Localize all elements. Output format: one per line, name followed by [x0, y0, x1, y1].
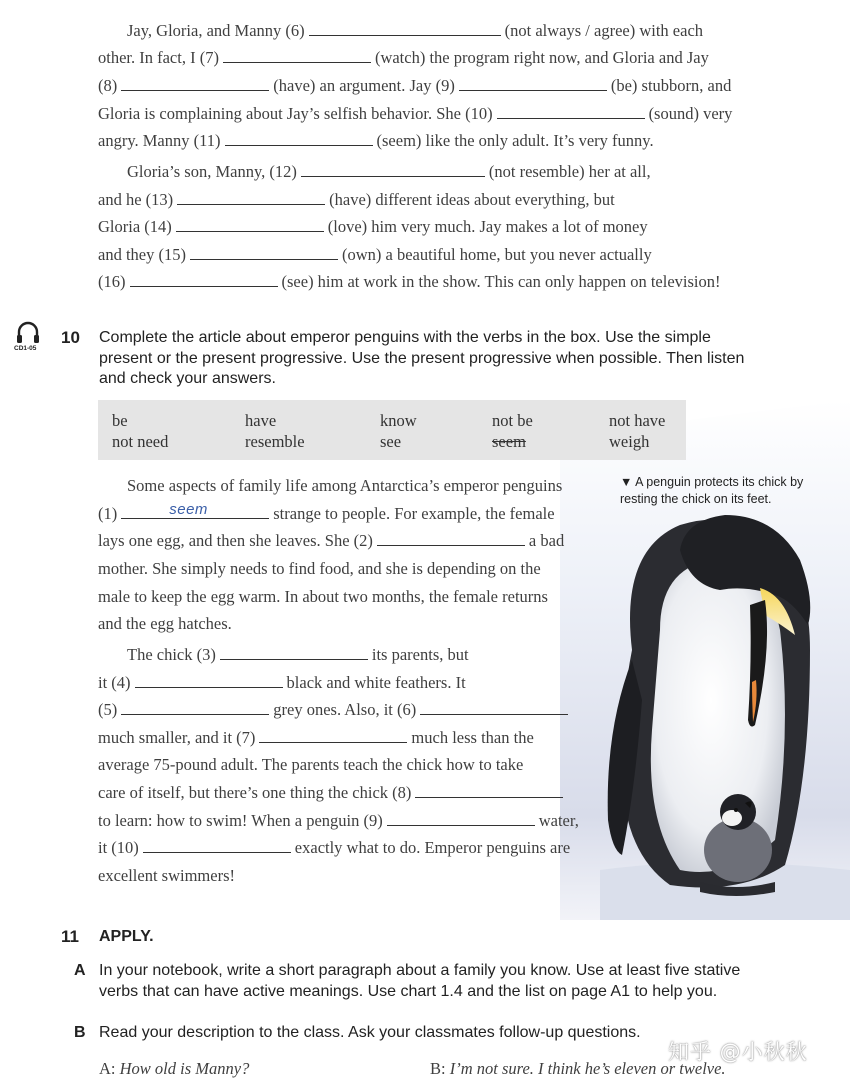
- article-line: male to keep the egg warm. In about two months, the female returns: [98, 587, 548, 606]
- ex9-line-16: (16) (see) him at work in the show. This can only happen on television!: [98, 272, 721, 291]
- article-line: average 75-pound adult. The parents teach the chick how to take: [98, 755, 524, 774]
- blank-15[interactable]: [190, 245, 338, 260]
- exercise-11-title: APPLY.: [99, 928, 154, 945]
- blank-10[interactable]: [497, 104, 645, 119]
- audio-track-label: CD1-05: [14, 345, 37, 352]
- photo-caption: ▼ A penguin protects its chick by resting the chick on its feet.: [620, 475, 804, 506]
- part-a-instructions: In your notebook, write a short paragraph about a family you know. Use at least five stative verbs that can have active meanings. Use chart 1.4 and the list on page A1 to help you.: [99, 962, 741, 1000]
- blank-6[interactable]: [309, 21, 501, 36]
- dialog-line-b: B: I’m not sure. I think he’s eleven or twelve.: [430, 1059, 726, 1078]
- blank-7[interactable]: [259, 728, 407, 743]
- word-box-item-used: seem: [492, 432, 526, 451]
- exercise-10-instructions: Complete the article about emperor penguins with the verbs in the box. Use the simple present or the present progressive. Use the present progressive when possible. Then listen and check your answers.: [99, 329, 745, 387]
- blank-10[interactable]: [143, 838, 291, 853]
- blank-1[interactable]: [121, 501, 269, 519]
- word-box-item: know: [380, 411, 417, 430]
- blank-8[interactable]: [121, 76, 269, 91]
- word-box: [98, 400, 686, 460]
- article-line: care of itself, but there’s one thing the chick (8): [98, 783, 567, 803]
- blank-3[interactable]: [220, 645, 368, 660]
- ex9-line-14: Gloria (14) (love) him very much. Jay makes a lot of money: [98, 217, 648, 236]
- ex9-line-12: Gloria’s son, Manny, (12) (not resemble) her at all,: [127, 162, 651, 181]
- word-box-item: be: [112, 411, 128, 430]
- ex9-line-7: other. In fact, I (7) (watch) the program right now, and Gloria and Jay: [98, 48, 709, 67]
- blank-2[interactable]: [377, 531, 525, 546]
- word-box-item: not need: [112, 432, 169, 451]
- word-box-item: see: [380, 432, 402, 451]
- blank-14[interactable]: [176, 217, 324, 232]
- blank-16[interactable]: [130, 272, 278, 287]
- blank-7[interactable]: [223, 48, 371, 63]
- article-line: (1) seem strange to people. For example, the female: [98, 501, 555, 523]
- article-line: much smaller, and it (7) much less than the: [98, 728, 534, 747]
- article-line: to learn: how to swim! When a penguin (9) water,: [98, 811, 579, 830]
- article-line: (5) grey ones. Also, it (6): [98, 700, 572, 720]
- blank-13[interactable]: [177, 190, 325, 205]
- article-line: and the egg hatches.: [98, 614, 232, 633]
- audio-headphone-icon[interactable]: [14, 319, 42, 355]
- part-b-instructions: Read your description to the class. Ask your classmates follow-up questions.: [99, 1024, 641, 1041]
- ex9-line-15: and they (15) (own) a beautiful home, but you never actually: [98, 245, 652, 264]
- article-line: Some aspects of family life among Antarctica’s emperor penguins: [127, 476, 563, 495]
- ex9-line-11: angry. Manny (11) (seem) like the only adult. It’s very funny.: [98, 131, 654, 150]
- word-box-item: not be: [492, 411, 533, 430]
- word-box-item: have: [245, 411, 277, 430]
- blank-4[interactable]: [135, 673, 283, 688]
- word-box-item: weigh: [609, 432, 650, 451]
- article-line: The chick (3) its parents, but: [127, 645, 469, 664]
- article-line: it (4) black and white feathers. It: [98, 673, 466, 692]
- ex9-line-6: Jay, Gloria, and Manny (6) (not always / agree) with each: [127, 21, 704, 40]
- blank-5[interactable]: [121, 700, 269, 715]
- blank-12[interactable]: [301, 162, 485, 177]
- watermark: 知乎 @小秋秋: [668, 1040, 808, 1064]
- blank-9[interactable]: [459, 76, 607, 91]
- dialog-line-a: A: How old is Manny?: [99, 1059, 250, 1078]
- ex9-line-13: and he (13) (have) different ideas about everything, but: [98, 190, 615, 209]
- exercise-10-number: 10: [61, 328, 80, 347]
- article-line: lays one egg, and then she leaves. She (2) a bad: [98, 531, 565, 550]
- blank-11[interactable]: [225, 131, 373, 146]
- example-answer: seem: [169, 501, 208, 518]
- word-box-item: not have: [609, 411, 666, 430]
- word-box-item: resemble: [245, 432, 305, 451]
- article-line: it (10) exactly what to do. Emperor penguins are: [98, 838, 571, 857]
- ex9-line-8: (8) (have) an argument. Jay (9) (be) stubborn, and: [98, 76, 732, 95]
- article-line: mother. She simply needs to find food, and she is depending on the: [98, 559, 541, 578]
- article-line: excellent swimmers!: [98, 866, 235, 885]
- blank-9[interactable]: [387, 811, 535, 826]
- blank-8[interactable]: [415, 783, 563, 798]
- ex9-line-10: Gloria is complaining about Jay’s selfish behavior. She (10) (sound) very: [98, 104, 733, 123]
- part-a-label: A: [74, 962, 86, 979]
- blank-6[interactable]: [420, 700, 568, 715]
- exercise-11-number: 11: [61, 927, 79, 946]
- part-b-label: B: [74, 1024, 86, 1041]
